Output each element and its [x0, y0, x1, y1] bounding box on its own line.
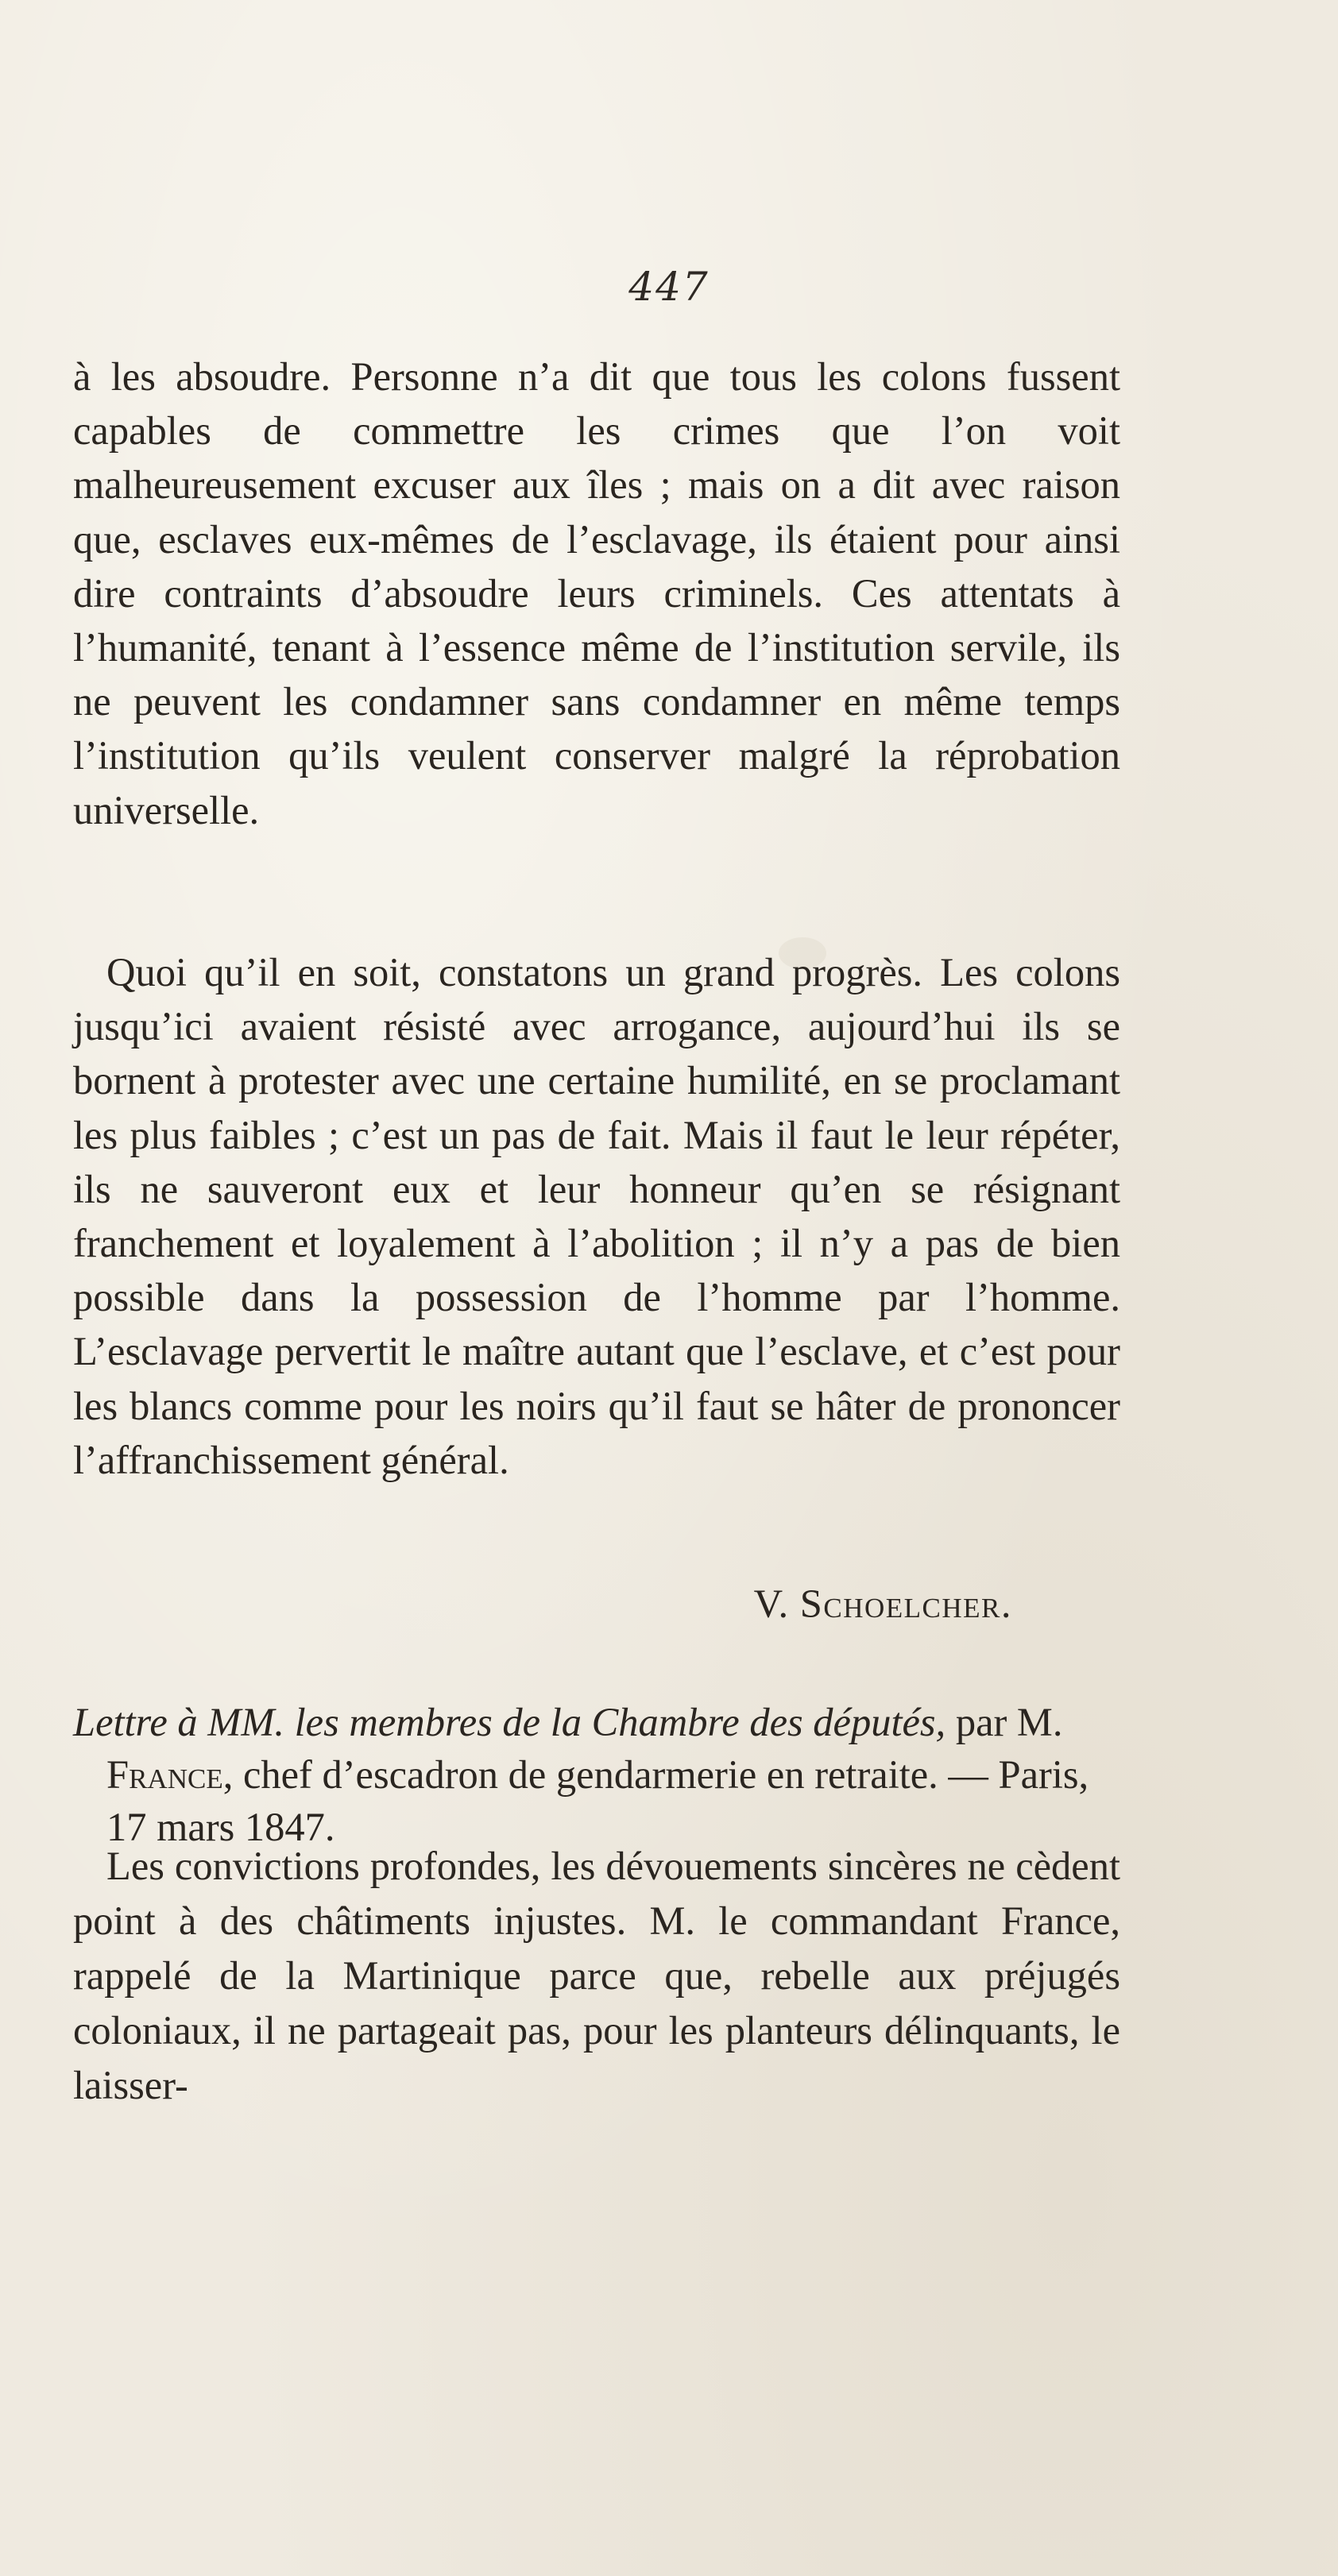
bibliography-rest: , chef d’escadron de gendarmerie en retraite. — Paris, 17 mars 1847. — [106, 1752, 1089, 1849]
paragraph-continuation — [73, 350, 1120, 837]
paragraph-review — [73, 1839, 1120, 2113]
signature-name: Schoelcher. — [799, 1582, 1012, 1626]
page-number: 447 — [628, 264, 710, 310]
bibliography-text — [73, 1696, 1120, 1853]
paragraph-text: à les absoudre. Personne n’a dit que tous les colons fussent capables de commettre les crimes que l’on voit malheureusement excuser aux îles ; mais on a dit avec raison que, esclaves eux-mêmes de l’esclavage, ils étaient pour ainsi dire contraints d’absoudre leurs criminels. Ces attentats à l’humanité, tenant à l’essence même de l’institution servile, ils ne peuvent les condamner sans condamner en même temps l’institution qu’ils veulent conserver malgré la réprobation universelle. — [73, 354, 1120, 832]
paragraph-text: Les convictions profondes, les dévouements sincères ne cèdent point à des châtiments injustes. M. le commandant France, rappelé de la Martinique parce que, rebelle aux préjugés coloniaux, il ne partageait pas, pour les planteurs délinquants, le laisser- — [73, 1844, 1120, 2107]
paragraph-text: Quoi qu’il en soit, constatons un grand progrès. Les colons jusqu’ici avaient résisté avec arrogance, aujourd’hui ils se bornent à protester avec une certaine humilité, en se proclamant les plus faibles ; c’est un pas de fait. Mais il faut le leur répéter, ils ne sauveront eux et leur honneur qu’en se résignant franchement et loyalement à l’abolition ; il n’y a pas de bien possible dans la possession de l’homme par l’homme. L’esclavage pervertit le maître autant que l’esclave, et c’est pour les blancs comme pour les noirs qu’il faut se hâter de prononcer l’affranchissement général. — [73, 950, 1120, 1482]
signature-initial: V. — [753, 1582, 790, 1626]
bibliography-title: Lettre à MM. les membres de la Chambre des députés, — [73, 1700, 946, 1744]
author-signature — [754, 1577, 1012, 1631]
paragraph-progress — [73, 945, 1120, 1487]
bibliography-entry — [73, 1696, 1120, 1853]
bibliography-author: France — [106, 1752, 223, 1797]
bibliography-by: par M. — [955, 1700, 1063, 1744]
